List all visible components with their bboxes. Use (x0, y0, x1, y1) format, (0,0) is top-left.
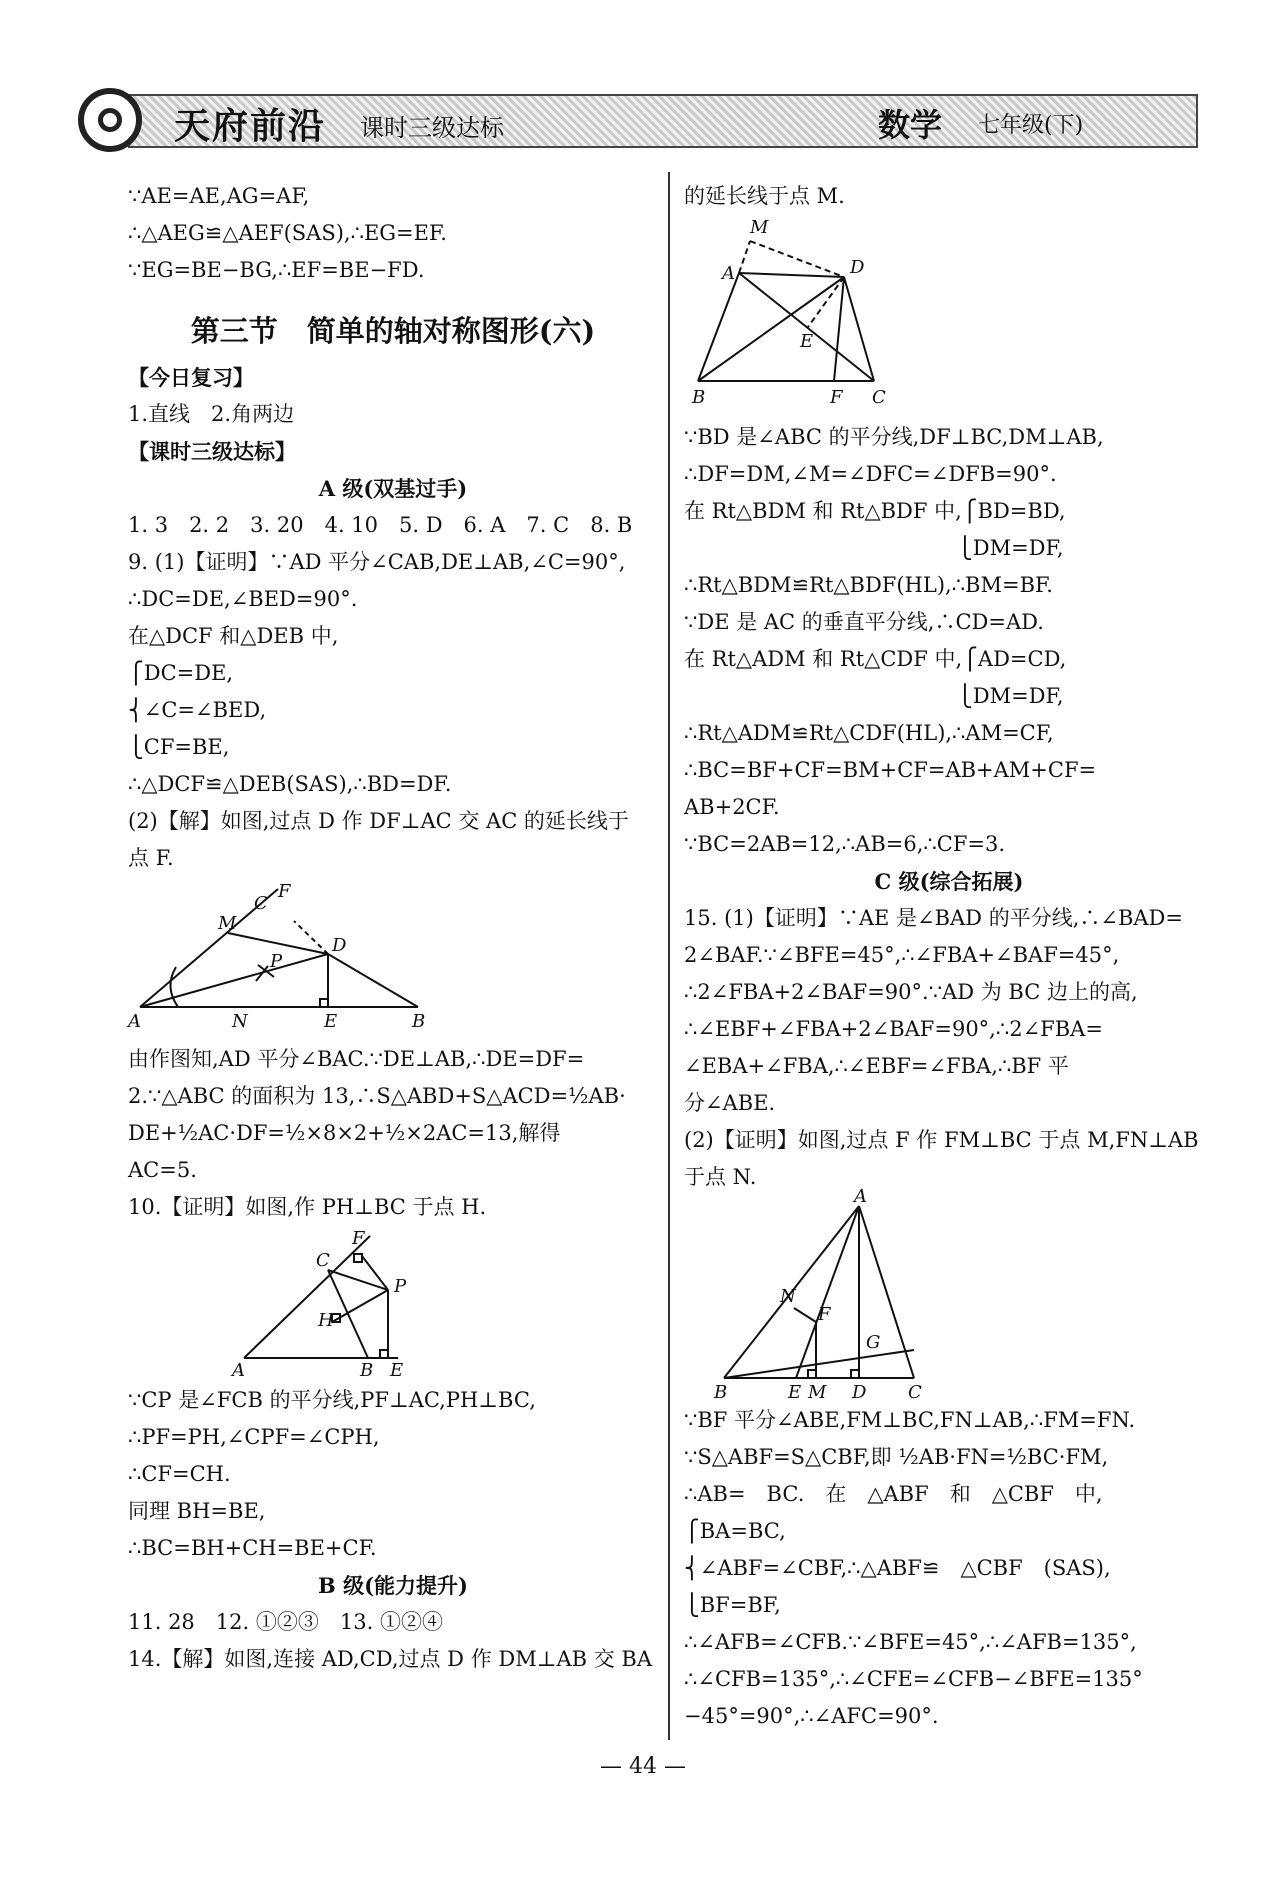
text-line: ∴BC=BH+CH=BE+CF. (128, 1536, 377, 1560)
text-line: 在 Rt△BDM 和 Rt△BDF 中,⎧BD=BD, (684, 499, 1066, 523)
text-line: ⎧DC=DE, (128, 661, 234, 685)
svg-text:B: B (412, 1011, 426, 1032)
text-line: ∵DE 是 AC 的垂直平分线,∴CD=AD. (684, 610, 1044, 634)
svg-text:F: F (818, 1304, 831, 1325)
svg-text:E: E (800, 331, 814, 352)
text-line: ⎨∠C=∠BED, (128, 698, 267, 722)
text-line: AC=5. (128, 1158, 197, 1182)
svg-text:N: N (780, 1286, 796, 1307)
page-number: — 44 — (600, 1754, 686, 1779)
text-line: 在 Rt△ADM 和 Rt△CDF 中,⎧AD=CD, (684, 647, 1067, 671)
text-line: 【今日复习】 (128, 365, 254, 390)
text-line: 点 F. (128, 846, 174, 870)
level-heading: C 级(综合拓展) (874, 869, 1024, 894)
text-line: 1. 3 2. 2 3. 20 4. 10 5. D 6. A 7. C 8. B (128, 513, 633, 537)
text-line: ⎩CF=BE, (128, 735, 230, 759)
text-line: 在△DCF 和△DEB 中, (128, 624, 339, 648)
text-line: ∵S△ABF=S△CBF,即 ½AB·FN=½BC·FM, (684, 1445, 1109, 1469)
text-line: 同理 BH=BE, (128, 1499, 266, 1523)
text-line: ⎨∠ABF=∠CBF,∴△ABF≌ △CBF (SAS), (684, 1556, 1111, 1580)
svg-text:N: N (232, 1011, 248, 1032)
grade-label: 七年级(下) (978, 113, 1084, 138)
text-line: ∵AE=AE,AG=AF, (128, 184, 310, 208)
svg-text:E: E (390, 1360, 404, 1381)
left-column (128, 178, 658, 1678)
text-line: ∵EG=BE−BG,∴EF=BE−FD. (128, 258, 425, 282)
svg-text:P: P (270, 951, 283, 972)
text-line: 【课时三级达标】 (128, 439, 296, 464)
text-line: ∴∠CFB=135°,∴∠CFE=∠CFB−∠BFE=135° (684, 1667, 1143, 1691)
text-line: 14.【解】如图,连接 AD,CD,过点 D 作 DM⊥AB 交 BA (128, 1647, 653, 1671)
text-line: 2.∵△ABC 的面积为 13,∴S△ABD+S△ACD=½AB· (128, 1084, 626, 1108)
brand-title: 天府前沿 (174, 105, 327, 147)
svg-text:H: H (318, 1310, 334, 1331)
svg-text:F: F (830, 387, 843, 408)
text-line: 10.【证明】如图,作 PH⊥BC 于点 H. (128, 1195, 487, 1219)
text-line: ∴AB= BC. 在 △ABF 和 △CBF 中, (684, 1482, 1103, 1506)
text-line: ⎩DM=DF, (684, 684, 1064, 708)
svg-text:A: A (854, 1186, 867, 1207)
text-line: ∴CF=CH. (128, 1462, 231, 1486)
brand-subtitle: 课时三级达标 (360, 114, 504, 142)
text-line: 11. 28 12. ①②③ 13. ①②④ (128, 1610, 443, 1634)
svg-text:A: A (128, 1011, 141, 1032)
svg-text:M: M (218, 913, 237, 934)
svg-text:B: B (360, 1360, 374, 1381)
svg-text:B: B (692, 387, 706, 408)
text-line: ∴PF=PH,∠CPF=∠CPH, (128, 1425, 380, 1449)
text-line: ∴BC=BF+CF=BM+CF=AB+AM+CF= (684, 758, 1097, 782)
svg-text:C: C (908, 1382, 922, 1403)
text-line: ∴DC=DE,∠BED=90°. (128, 587, 358, 611)
text-line: ∵BF 平分∠ABE,FM⊥BC,FN⊥AB,∴FM=FN. (684, 1408, 1136, 1432)
text-line: ∴∠EBF+∠FBA+2∠BAF=90°,∴2∠FBA= (684, 1017, 1103, 1041)
text-line: 9. (1)【证明】∵AD 平分∠CAB,DE⊥AB,∠C=90°, (128, 550, 626, 574)
level-heading: A 级(双基过手) (318, 476, 468, 501)
svg-text:M: M (750, 217, 769, 238)
svg-text:C: C (254, 893, 268, 914)
text-line: 由作图知,AD 平分∠BAC.∵DE⊥AB,∴DE=DF= (128, 1047, 585, 1071)
text-line: ∴DF=DM,∠M=∠DFC=∠DFB=90°. (684, 462, 1057, 486)
text-line: 分∠ABE. (684, 1091, 776, 1115)
text-line: ∵BD 是∠ABC 的平分线,DF⊥BC,DM⊥AB, (684, 425, 1104, 449)
svg-text:D: D (852, 1382, 867, 1403)
text-line: ∴∠AFB=∠CFB.∵∠BFE=45°,∴∠AFB=135°, (684, 1630, 1137, 1654)
svg-text:D: D (332, 935, 347, 956)
subject-label: 数学 (878, 106, 943, 144)
svg-text:B: B (714, 1382, 728, 1403)
level-heading: B 级(能力提升) (318, 1573, 468, 1598)
svg-text:F: F (278, 881, 291, 902)
right-column (684, 178, 1214, 1735)
header-banner (78, 86, 1196, 156)
text-line: DE+½AC·DF=½×8×2+½×2AC=13,解得 (128, 1121, 561, 1145)
text-line: ∵CP 是∠FCB 的平分线,PF⊥AC,PH⊥BC, (128, 1388, 536, 1412)
text-line: 于点 N. (684, 1165, 757, 1189)
text-line: ∴△AEG≌△AEF(SAS),∴EG=EF. (128, 221, 447, 245)
column-divider (668, 172, 670, 1740)
text-line: ∠EBA+∠FBA,∴∠EBF=∠FBA,∴BF 平 (684, 1054, 1069, 1078)
svg-text:C: C (316, 1250, 330, 1271)
svg-text:E: E (788, 1382, 802, 1403)
text-line: ⎩BF=BF, (684, 1593, 781, 1617)
svg-text:D: D (850, 257, 865, 278)
text-line: AB+2CF. (684, 795, 780, 819)
svg-text:G: G (866, 1332, 881, 1353)
text-line: 1.直线 2.角两边 (128, 402, 295, 426)
figure-exterior-bisector (128, 1230, 648, 1380)
text-line: ∴Rt△BDM≌Rt△BDF(HL),∴BM=BF. (684, 573, 1053, 597)
text-line: ∴△DCF≌△DEB(SAS),∴BD=DF. (128, 772, 452, 796)
svg-text:E: E (324, 1011, 338, 1032)
figure-angle-bisector (128, 881, 648, 1039)
figure-quadrilateral (684, 217, 1204, 417)
svg-text:A: A (722, 263, 735, 284)
text-line: ∴Rt△ADM≌Rt△CDF(HL),∴AM=CF, (684, 721, 1054, 745)
target-logo-icon (78, 88, 142, 152)
svg-text:C: C (872, 387, 886, 408)
text-line: −45°=90°,∴∠AFC=90°. (684, 1704, 939, 1728)
text-line: ∴2∠FBA+2∠BAF=90°.∵AD 为 BC 边上的高, (684, 980, 1138, 1004)
section-heading: 第三节 简单的轴对称图形(六) (190, 314, 596, 348)
svg-text:A: A (232, 1360, 245, 1381)
svg-text:F: F (352, 1228, 365, 1249)
text-line: 2∠BAF.∵∠BFE=45°,∴∠FBA+∠BAF=45°, (684, 943, 1120, 967)
figure-triangle-altitude (684, 1186, 1204, 1403)
text-line: ⎩DM=DF, (684, 536, 1064, 560)
text-line: (2)【解】如图,过点 D 作 DF⊥AC 交 AC 的延长线于 (128, 809, 629, 833)
text-line: ⎧BA=BC, (684, 1519, 786, 1543)
text-line: 15. (1)【证明】∵AE 是∠BAD 的平分线,∴∠BAD= (684, 906, 1183, 930)
text-line: 的延长线于点 M. (684, 184, 845, 208)
svg-text:P: P (394, 1276, 407, 1297)
svg-text:M: M (808, 1382, 827, 1403)
text-line: ∵BC=2AB=12,∴AB=6,∴CF=3. (684, 832, 1006, 856)
text-line: (2)【证明】如图,过点 F 作 FM⊥BC 于点 M,FN⊥AB (684, 1128, 1199, 1152)
